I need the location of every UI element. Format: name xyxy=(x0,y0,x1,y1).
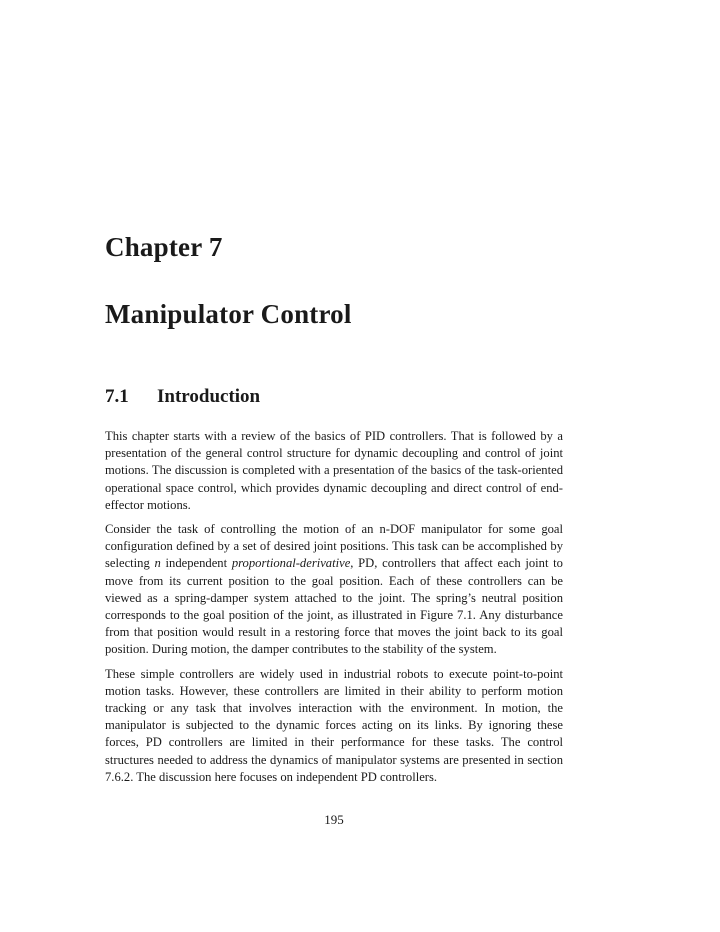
paragraph-3: These simple controllers are widely used in industrial robots to execute point-to-point motion tasks. However, these controllers are limited in their ability to perform motion tracking or any task that involves interaction with the environment. In motion, the manipulator is subjected to the dynamic forces acting on its links. By ignoring these forces, PD controllers are limited in their performance for these tasks. The control structures needed to address the dynamics of manipulator systems are presented in section 7.6.2. The discussion here focuses on independent PD controllers. xyxy=(105,666,563,784)
paragraph-2-part-c: , PD, controllers that affect each joint to move from its current position to the goal position. Each of these controllers can be viewed as a spring-damper system attached to the joint. The spring’s neutral position corresponds to the goal position of the joint, as illustrated in Figure 7.1. Any disturbance from that position would result in a restoring force that moves the joint back to its goal position. During motion, the damper contributes to the stability of the system. xyxy=(105,556,563,657)
section-number: 7.1 xyxy=(105,386,129,407)
math-n: n xyxy=(154,556,161,571)
chapter-label: Chapter 7 xyxy=(105,232,223,262)
paragraph-2 xyxy=(105,521,563,659)
body-text xyxy=(105,428,563,793)
page-number: 195 xyxy=(324,812,344,827)
section-title: Introduction xyxy=(157,386,261,407)
emphasis-pd-term: proportional-derivative xyxy=(231,556,351,571)
paragraph-2-part-a: Consider the task of controlling the motion of an n-DOF manipulator for some goal configuration defined by a set of desired joint positions. This task can be accomplished by selecting xyxy=(105,522,563,571)
paragraph-2-part-b: independent xyxy=(160,556,232,571)
paragraph-1: This chapter starts with a review of the basics of PID controllers. That is followed by a presentation of the general control structure for dynamic decoupling and control of joint motions. The discussion is completed with a presentation of the basics of the task-oriented operational space control, which provides dynamic decoupling and direct control of end-effector motions. xyxy=(105,429,563,512)
chapter-title: Manipulator Control xyxy=(105,299,352,329)
section-heading xyxy=(105,386,260,408)
